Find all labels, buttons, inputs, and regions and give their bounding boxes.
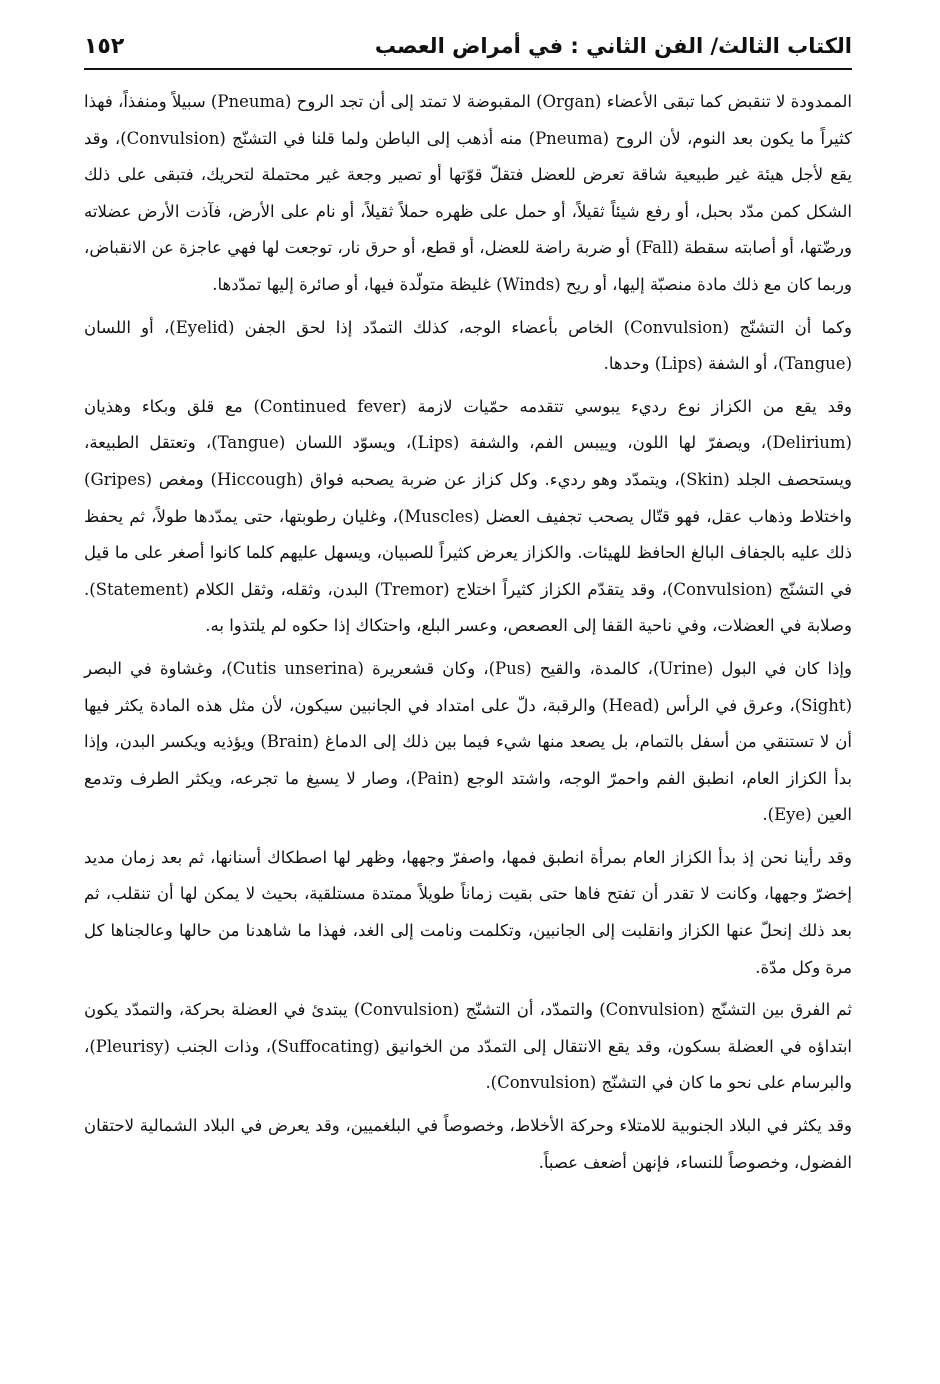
paragraph: وكما أن التشنّج (Convulsion) الخاص بأعضاء الوجه، كذلك التمدّد إذا لحق الجفن (Eyelid)، أو اللسان (Tangue)، أو الشفة (Lips) وحدها.	[84, 317, 852, 374]
running-title: الكتاب الثالث/ الفن الثاني : في أمراض العصب	[374, 34, 852, 58]
paragraph: وإذا كان في البول (Urine)، كالمدة، والقيح (Pus)، وكان قشعريرة (Cutis unserina)، وغشاوة في البصر (Sight)، وعرق في الرأس (Head) والرقبة، دلّ على امتداد في الجانبين سيكون، لأن مثل هذه المادة يكثر فيها أن لا تستنقي من أسفل بالتمام، بل يصعد منها شيء فيما بين ذلك إلى الدماغ (Brain) ويؤذيه ويكسر البدن، وإذا بدأ الكزاز العام، انطبق الفم واحمرّ الوجه، واشتد الوجع (Pain)، وصار لا يسيغ ما تجرعه، ويكثر الطرف وتدمع العين (Eye).	[84, 658, 852, 825]
page-number: ١٥٢	[84, 34, 125, 59]
paragraph: الممدودة لا تنقبض كما تبقى الأعضاء (Organ) المقبوضة لا تمتد إلى أن تجد الروح (Pneuma) سبيلاً ومنفذاً، فهذا كثيراً ما يكون بعد النوم، لأن الروح (Pneuma) منه أذهب إلى الباطن ولما قلنا في التشنّج (Convulsion)، وقد يقع لأجل هيئة غير طبيعية شاقة تعرض للعضل فتقلّ قوّتها أو تصير وجعة غير محتملة لتحريك، فتبقى على ذلك الشكل كمن مدّد بحبل، أو رفع شيئاً ثقيلاً، أو حمل على ظهره حملاً ثقيلاً، أو نام على الأرض، فآذت الأرض عضلاته ورضّتها، أو أصابته سقطة (Fall) أو ضربة راضة للعضل، أو قطع، أو حرق نار، توجعت لها فهي عاجزة عن الانقباض، وربما كان مع ذلك مادة منصبّة إليها، أو ريح (Winds) غليظة متولّدة فيها، أو صائرة إليها تمدّدها.	[84, 92, 852, 294]
paragraph: وقد يكثر في البلاد الجنوبية للامتلاء وحركة الأخلاط، وخصوصاً في البلغميين، وقد يعرض في البلاد الشمالية لاحتقان الفضول، وخصوصاً للنساء، فإنهن أضعف عصباً.	[84, 1116, 852, 1172]
paragraph: وقد يقع من الكزاز نوع رديء يبوسي تتقدمه حمّيات لازمة (Continued fever) مع قلق وبكاء وهذيان (Delirium)، ويصفرّ لها اللون، وييبس الفم، والشفة (Lips)، ويسوّد اللسان (Tangue)، وتعتقل الطبيعة، ويستحصف الجلد (Skin)، ويتمدّد وهو رديء. وكل كزاز عن ضربة يصحبه فواق (Hiccough) ومغص (Gripes) واختلاط وذهاب عقل، فهو قتّال يصحب تجفيف العضل (Muscles)، وغليان رطوبتها، حتى يمدّدها طولاً، ثم يحفظ ذلك عليه بالجفاف البالغ الحافظ للهيئات. والكزاز يعرض كثيراً للصبيان، ويسهل عليهم كلما كانوا أصغر على ما قيل في التشنّج (Convulsion)، وقد يتقدّم الكزاز كثيراً اختلاج (Tremor) البدن، وثقله، وثقل الكلام (Statement). وصلابة في العضلات، وفي ناحية القفا إلى العصعص، وعسر البلع، واحتكاك إذا حكوه لم يلتذوا به.	[84, 396, 852, 636]
page-header	[84, 34, 852, 70]
body-text	[84, 84, 852, 1181]
paragraph: ثم الفرق بين التشنّج (Convulsion) والتمدّد، أن التشنّج (Convulsion) يبتدئ في العضلة بحركة، والتمدّد يكون ابتداؤه في العضلة بسكون، وقد يقع الانتقال إلى التمدّد من الخوانيق (Suffocating)، وذات الجنب (Pleurisy)، والبرسام على نحو ما كان في التشنّج (Convulsion).	[84, 1000, 852, 1093]
paragraph: وقد رأينا نحن إذ بدأ الكزاز العام بمرأة انطبق فمها، واصفرّ وجهها، وظهر لها اصطكاك أسنانها، ثم بعد زمان مديد إخضرّ وجهها، وكانت لا تقدر أن تفتح فاها حتى بقيت زماناً طويلاً ممتدة مستلقية، بحيث لا يمكن لها أن تنقلب، ثم بعد ذلك إنحلّ عنها الكزاز وانقلبت إلى الجانبين، وتكلمت ونامت إلى الغد، فهذا ما شاهدنا من حالها وعالجناها كل مرة وكل مدّة.	[84, 847, 852, 977]
